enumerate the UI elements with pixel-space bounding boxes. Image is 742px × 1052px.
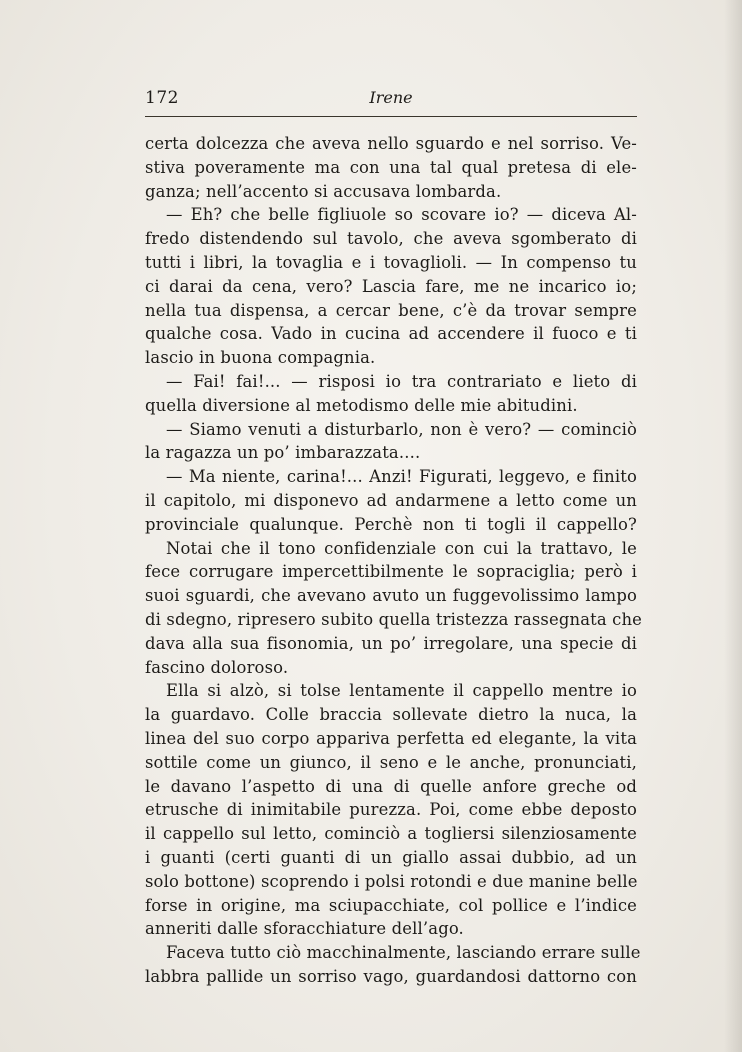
text-line: solo bottone) scoprendo i polsi rotondi e due manine belle — [145, 871, 638, 891]
text-line: labbra pallide un sorriso vago, guardandosi dattorno con — [145, 966, 637, 986]
text-line: il cappello sul letto, cominciò a togliersi silenziosamente — [145, 824, 637, 844]
text-line: anneriti dalle sforacchiature dell’ago. — [145, 919, 464, 939]
text-line: — Siamo venuti a disturbarlo, non è vero? — cominciò — [166, 419, 637, 439]
text-line: linea del suo corpo appariva perfetta ed elegante, la vita — [145, 728, 637, 748]
text-line: il capitolo, mi disponevo ad andarmene a letto come un — [145, 490, 637, 510]
text-line: Ella si alzò, si tolse lentamente il cappello mentre io — [166, 681, 637, 701]
text-line: la guardavo. Colle braccia sollevate dietro la nuca, la — [145, 705, 637, 725]
text-line: — Eh? che belle figliuole so scovare io? — diceva Al- — [166, 205, 637, 225]
page-edge-shadow — [724, 0, 742, 1052]
text-line: provinciale qualunque. Perchè non ti togli il cappello? — [145, 514, 637, 534]
text-line: certa dolcezza che aveva nello sguardo e nel sorriso. Ve- — [145, 134, 637, 153]
text-line: suoi sguardi, che avevano avuto un fuggevolissimo lampo — [145, 586, 637, 606]
header-rule — [145, 116, 637, 117]
page-number: 172 — [145, 88, 179, 108]
text-line: fredo distendendo sul tavolo, che aveva sgomberato di — [145, 229, 637, 249]
text-line: stiva poveramente ma con una tal qual pretesa di ele- — [145, 157, 637, 177]
text-line: i guanti (certi guanti di un giallo assai dubbio, ad un — [145, 847, 637, 867]
text-line: sottile come un giunco, il seno e le anche, pronunciati, — [145, 752, 637, 772]
text-line: lascio in buona compagnia. — [145, 348, 376, 368]
text-line: quella diversione al metodismo delle mie abitudini. — [145, 395, 578, 415]
text-line: la ragazza un po’ imbarazzata.... — [145, 443, 421, 463]
text-line: ganza; nell’accento si accusava lombarda. — [145, 181, 502, 201]
running-title: Irene — [369, 88, 413, 107]
text-line: etrusche di inimitabile purezza. Poi, come ebbe deposto — [145, 800, 637, 820]
text-line: — Ma niente, carina!... Anzi! Figurati, leggevo, e finito — [166, 467, 637, 487]
text-line: Notai che il tono confidenziale con cui la trattavo, le — [166, 538, 637, 558]
text-line: fece corrugare impercettibilmente le sopraciglia; però i — [145, 562, 637, 582]
text-line: di sdegno, ripresero subito quella tristezza rassegnata che — [145, 609, 643, 629]
body-text — [145, 132, 643, 989]
text-line: le davano l’aspetto di una di quelle anfore greche od — [145, 776, 637, 796]
text-line: dava alla sua fisonomia, un po’ irregolare, una specie di — [145, 633, 637, 653]
running-head — [145, 88, 637, 110]
text-line: qualche cosa. Vado in cucina ad accendere il fuoco e ti — [145, 324, 637, 344]
text-line: tutti i libri, la tovaglia e i tovaglioli. — In compenso tu — [145, 252, 637, 272]
text-line: — Fai! fai!... — risposi io tra contrariato e lieto di — [166, 371, 637, 391]
text-line: nella tua dispensa, a cercar bene, c’è da trovar sempre — [145, 300, 637, 320]
text-line: forse in origine, ma sciupacchiate, col pollice e l’indice — [145, 895, 637, 915]
text-line: fascino doloroso. — [145, 657, 289, 677]
text-line: ci darai da cena, vero? Lascia fare, me ne incarico io; — [145, 276, 637, 296]
text-line: Faceva tutto ciò macchinalmente, lasciando errare sulle — [166, 943, 641, 963]
